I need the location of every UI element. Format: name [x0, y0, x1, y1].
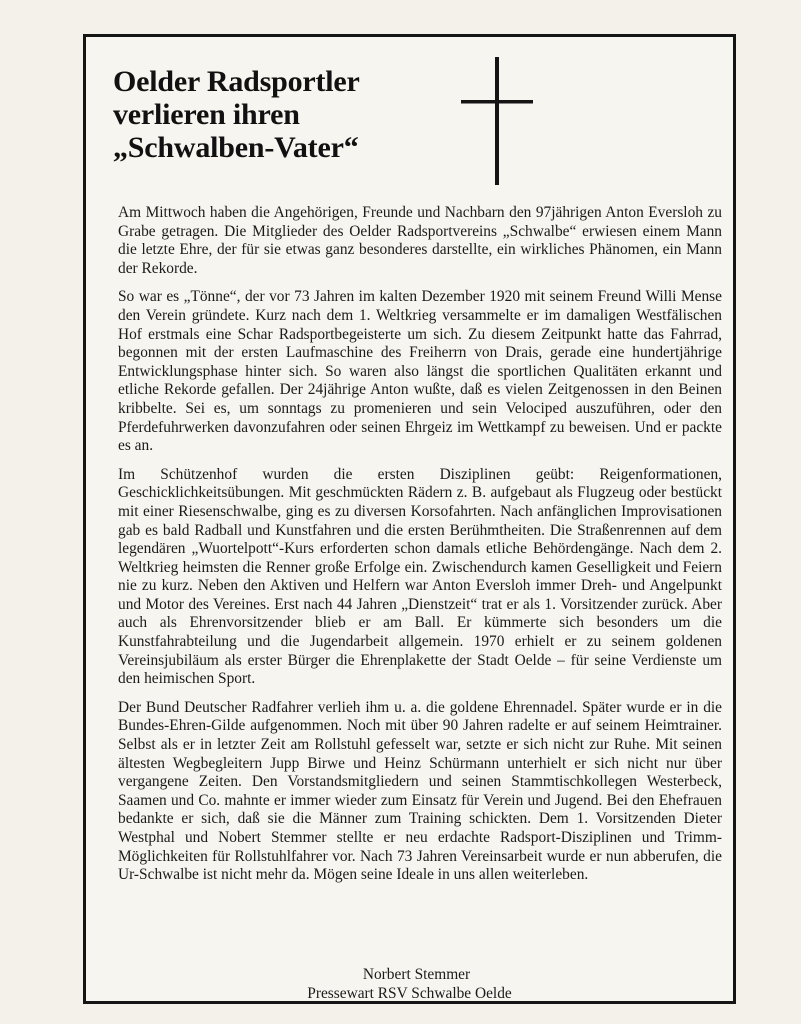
cross-icon [461, 57, 533, 187]
title-line-1: Oelder Radsportler [113, 65, 360, 98]
paragraph-2: So war es „Tönne“, der vor 73 Jahren im kalten Dezember 1920 mit seinem Freund Willi Mense den Verein gründete. Kurz nach dem 1. Weltkrieg versammelte er im damaligen Westfälischen Hof erstmals eine Schar Radsportbegeisterte um sich. Zu diesem Zeitpunkt hatte das Fahrrad, begonnen mit der ersten Laufmaschine des Freiherrn von Drais, gerade eine hundertjährige Entwicklungsphase hinter sich. So waren also längst die sportlichen Qualitäten erkannt und etliche Rekorde gefallen. Der 24jährige Anton wußte, daß es vielen Zeitgenossen in den Beinen kribbelte. Sei es, um sonntags zu promenieren und sein Velociped auszuführen, oder den Pferdefuhrwerken davonzufahren oder seinen Ehrgeiz im Wettkampf zu beweisen. Und er packte es an. [118, 288, 722, 455]
author-role: Pressewart RSV Schwalbe Oelde [307, 985, 512, 1002]
article-title [113, 65, 443, 164]
paragraph-3: Im Schützenhof wurden die ersten Disziplinen geübt: Reigenformationen, Geschicklichkeitsübungen. Mit geschmückten Rädern z. B. aufgebaut als Flugzeug oder bestückt mit einer Riesenschwalbe, ging es zu diversen Korsofahrten. Nach anfänglichen Improvisationen gab es bald Radball und Kunstfahren und die ersten Berühmtheiten. Die Straßenrennen auf dem legendären „Wuortelpott“-Kurs erforderten schon damals etliche Behördengänge. Nach dem 2. Weltkrieg heimsten die Renner große Erfolge ein. Zwischendurch kamen Geselligkeit und Feiern nie zu kurz. Neben den Aktiven und Helfern war Anton Eversloh immer Dreh- und Angelpunkt und Motor des Vereines. Erst nach 44 Jahren „Dienstzeit“ trat er als 1. Vorsitzender zurück. Aber auch als Ehrenvorsitzender blieb er am Ball. Er kümmerte sich besonders um die Kunstfahrabteilung und die Jugendarbeit allgemein. 1970 erhielt er zu seinem goldenen Vereinsjubiläum als erster Bürger die Ehrenplakette der Stadt Oelde – für seine Verdienste um den heimischen Sport. [118, 465, 722, 688]
article-body [118, 204, 722, 895]
paragraph-4: Der Bund Deutscher Radfahrer verlieh ihm u. a. die goldene Ehrennadel. Später wurde er in die Bundes-Ehren-Gilde aufgenommen. Noch mit über 90 Jahren radelte er auf seinem Heimtrainer. Selbst als er in letzter Zeit am Rollstuhl gefesselt war, setzte er sich nicht zur Ruhe. Mit seinen ältesten Wegbegleitern Jupp Birwe und Heinz Schürmann unterhielt er sich nicht nur über vergangene Zeiten. Den Vorstandsmitgliedern und seinen Stammtischkollegen Westerbeck, Saamen und Co. mahnte er immer wieder zum Einsatz für Verein und Jugend. Bei den Ehefrauen bedankte er sich, daß sie die Männer zum Training schickten. Dem 1. Vorsitzenden Dieter Westphal und Nobert Stemmer stellte er neu erdachte Radsport-Disziplinen und Trimm-Möglichkeiten für Rollstuhlfahrer vor. Nach 73 Jahren Vereinsarbeit wurde er nun abberufen, die Ur-Schwalbe ist nicht mehr da. Mögen seine Ideale in uns allen weiterleben. [118, 698, 722, 884]
author-name: Norbert Stemmer [362, 966, 471, 983]
signature-block [86, 965, 733, 1003]
obituary-frame [83, 34, 736, 1004]
title-line-2: verlieren ihren [113, 98, 300, 131]
paragraph-1: Am Mittwoch haben die Angehörigen, Freunde und Nachbarn den 97jährigen Anton Eversloh zu Grabe getragen. Die Mitglieder des Oelder Radsportvereins „Schwalbe“ erwiesen einem Mann die letzte Ehre, der für sie etwas ganz besonderes darstellte, ein wirkliches Phänomen, ein Mann der Rekorde. [118, 204, 722, 277]
title-line-3: „Schwalben-Vater“ [113, 131, 359, 164]
